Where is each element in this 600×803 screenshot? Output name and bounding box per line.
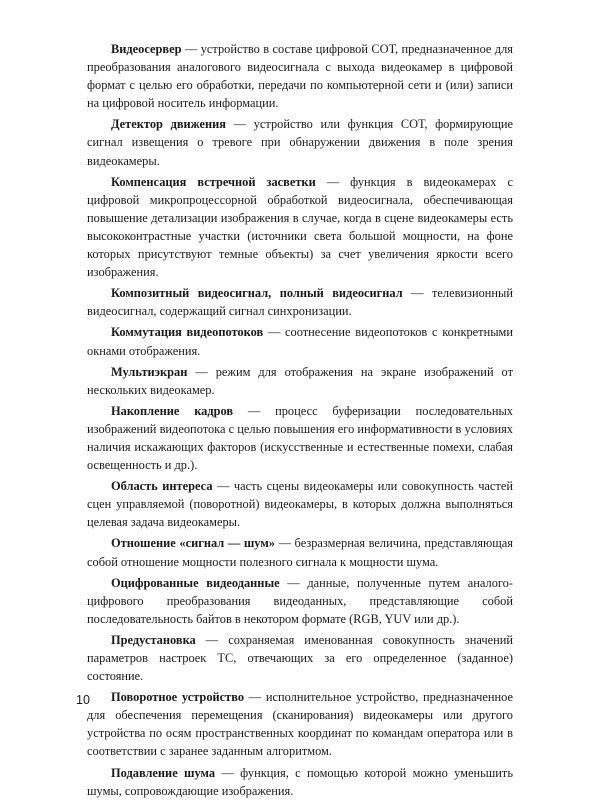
glossary-entry [87, 284, 513, 320]
glossary-definition: — безразмерная величина, представляющая собой отношение мощности полезного сигнала к мощности шума. [87, 536, 513, 569]
glossary-entry [87, 631, 513, 685]
glossary-definition: — соотнесение видеопотоков с конкретными окнами отображения. [87, 325, 513, 358]
glossary-term: Поворотное устройство [111, 690, 245, 705]
glossary-term: Детектор движения [111, 117, 226, 132]
glossary-term: Композитный видеосигнал, полный видеосигнал [111, 286, 403, 301]
glossary-definition: — устройство или функция СОТ, формирующие сигнал извещения о тревоге при обнаружении движения в поле зрения видеокамеры. [87, 117, 513, 168]
glossary-term: Предустановка [111, 632, 196, 647]
glossary-term: Подавление шума [111, 765, 216, 780]
glossary-entry [87, 477, 513, 531]
glossary-term: Компенсация встречной засветки [111, 174, 316, 189]
glossary-term: Отношение «сигнал — шум» [111, 536, 275, 551]
glossary-definition: — часть сцены видеокамеры или совокупность частей сцен управляемой (поворотной) видеокамеры, в которых должна выполняться целевая задача видеокамеры. [87, 479, 513, 530]
glossary-term: Мультиэкран [111, 364, 188, 379]
glossary-definition: — устройство в составе цифровой СОТ, предназначенное для преобразования аналогового видеосигнала с выхода видеокамер в цифровой формат с целью его обработки, передачи по компьютерной сети и (или) записи на цифровой носитель информации. [87, 42, 513, 111]
glossary-definition: — исполнительное устройство, предназначенное для обеспечения перемещения (сканирования) видеокамеры или другого устройства по осям пространственных координат по командам оператора или в соответствии с заранее заданным алгоритмом. [87, 690, 514, 759]
glossary-definition: — данные, полученные путем аналого-цифрового преобразования видеоданных, представляющие собой последовательность байтов в некотором формате (RGB, YUV или др.). [87, 575, 513, 626]
glossary-entry [87, 40, 513, 112]
glossary-definition: — сохраняемая именованная совокупность значений параметров настроек ТС, отвечающих за его определенное (заданное) состояние. [87, 632, 513, 684]
glossary-entry [87, 115, 513, 169]
glossary-text [87, 40, 513, 803]
glossary-entry [87, 764, 513, 800]
glossary-term: Коммутация видеопотоков [111, 325, 264, 340]
glossary-entry [87, 323, 513, 359]
glossary-term: Область интереса [111, 479, 213, 494]
glossary-term: Видеосервер [111, 42, 182, 56]
glossary-definition: — функция, с помощью которой можно уменьшить шумы, сопровождающие изображения. [87, 765, 513, 798]
glossary-entry [87, 402, 513, 474]
glossary-definition: — функция в видеокамерах с цифровой микропроцессорной обработкой видеосигнала, обеспечивающая повышение детализации изображения в случае, когда в сцене видеокамеры есть высококонтрастные участки (источники света большой мощности, на фоне которых присутствуют темные объекты) за счет увеличения яркости всего изображения. [87, 174, 513, 280]
glossary-definition: — телевизионный видеосигнал, содержащий сигнал синхронизации. [87, 286, 513, 319]
page-number: 10 [76, 693, 90, 707]
glossary-entry [87, 534, 513, 570]
glossary-term: Оцифрованные видеоданные [111, 575, 280, 590]
glossary-entry [87, 173, 513, 282]
glossary-definition: — процесс буферизации последовательных изображений видеопотока с целью повышения его информативности в условиях наличия искажающих факторов (искусственные и естественные помехи, слабая освещенность и др.). [87, 403, 513, 473]
glossary-term: Накопление кадров [111, 403, 234, 418]
glossary-entry [87, 363, 513, 399]
glossary-definition: — режим для отображения на экране изображений от нескольких видеокамер. [87, 364, 513, 397]
glossary-entry [87, 574, 513, 628]
